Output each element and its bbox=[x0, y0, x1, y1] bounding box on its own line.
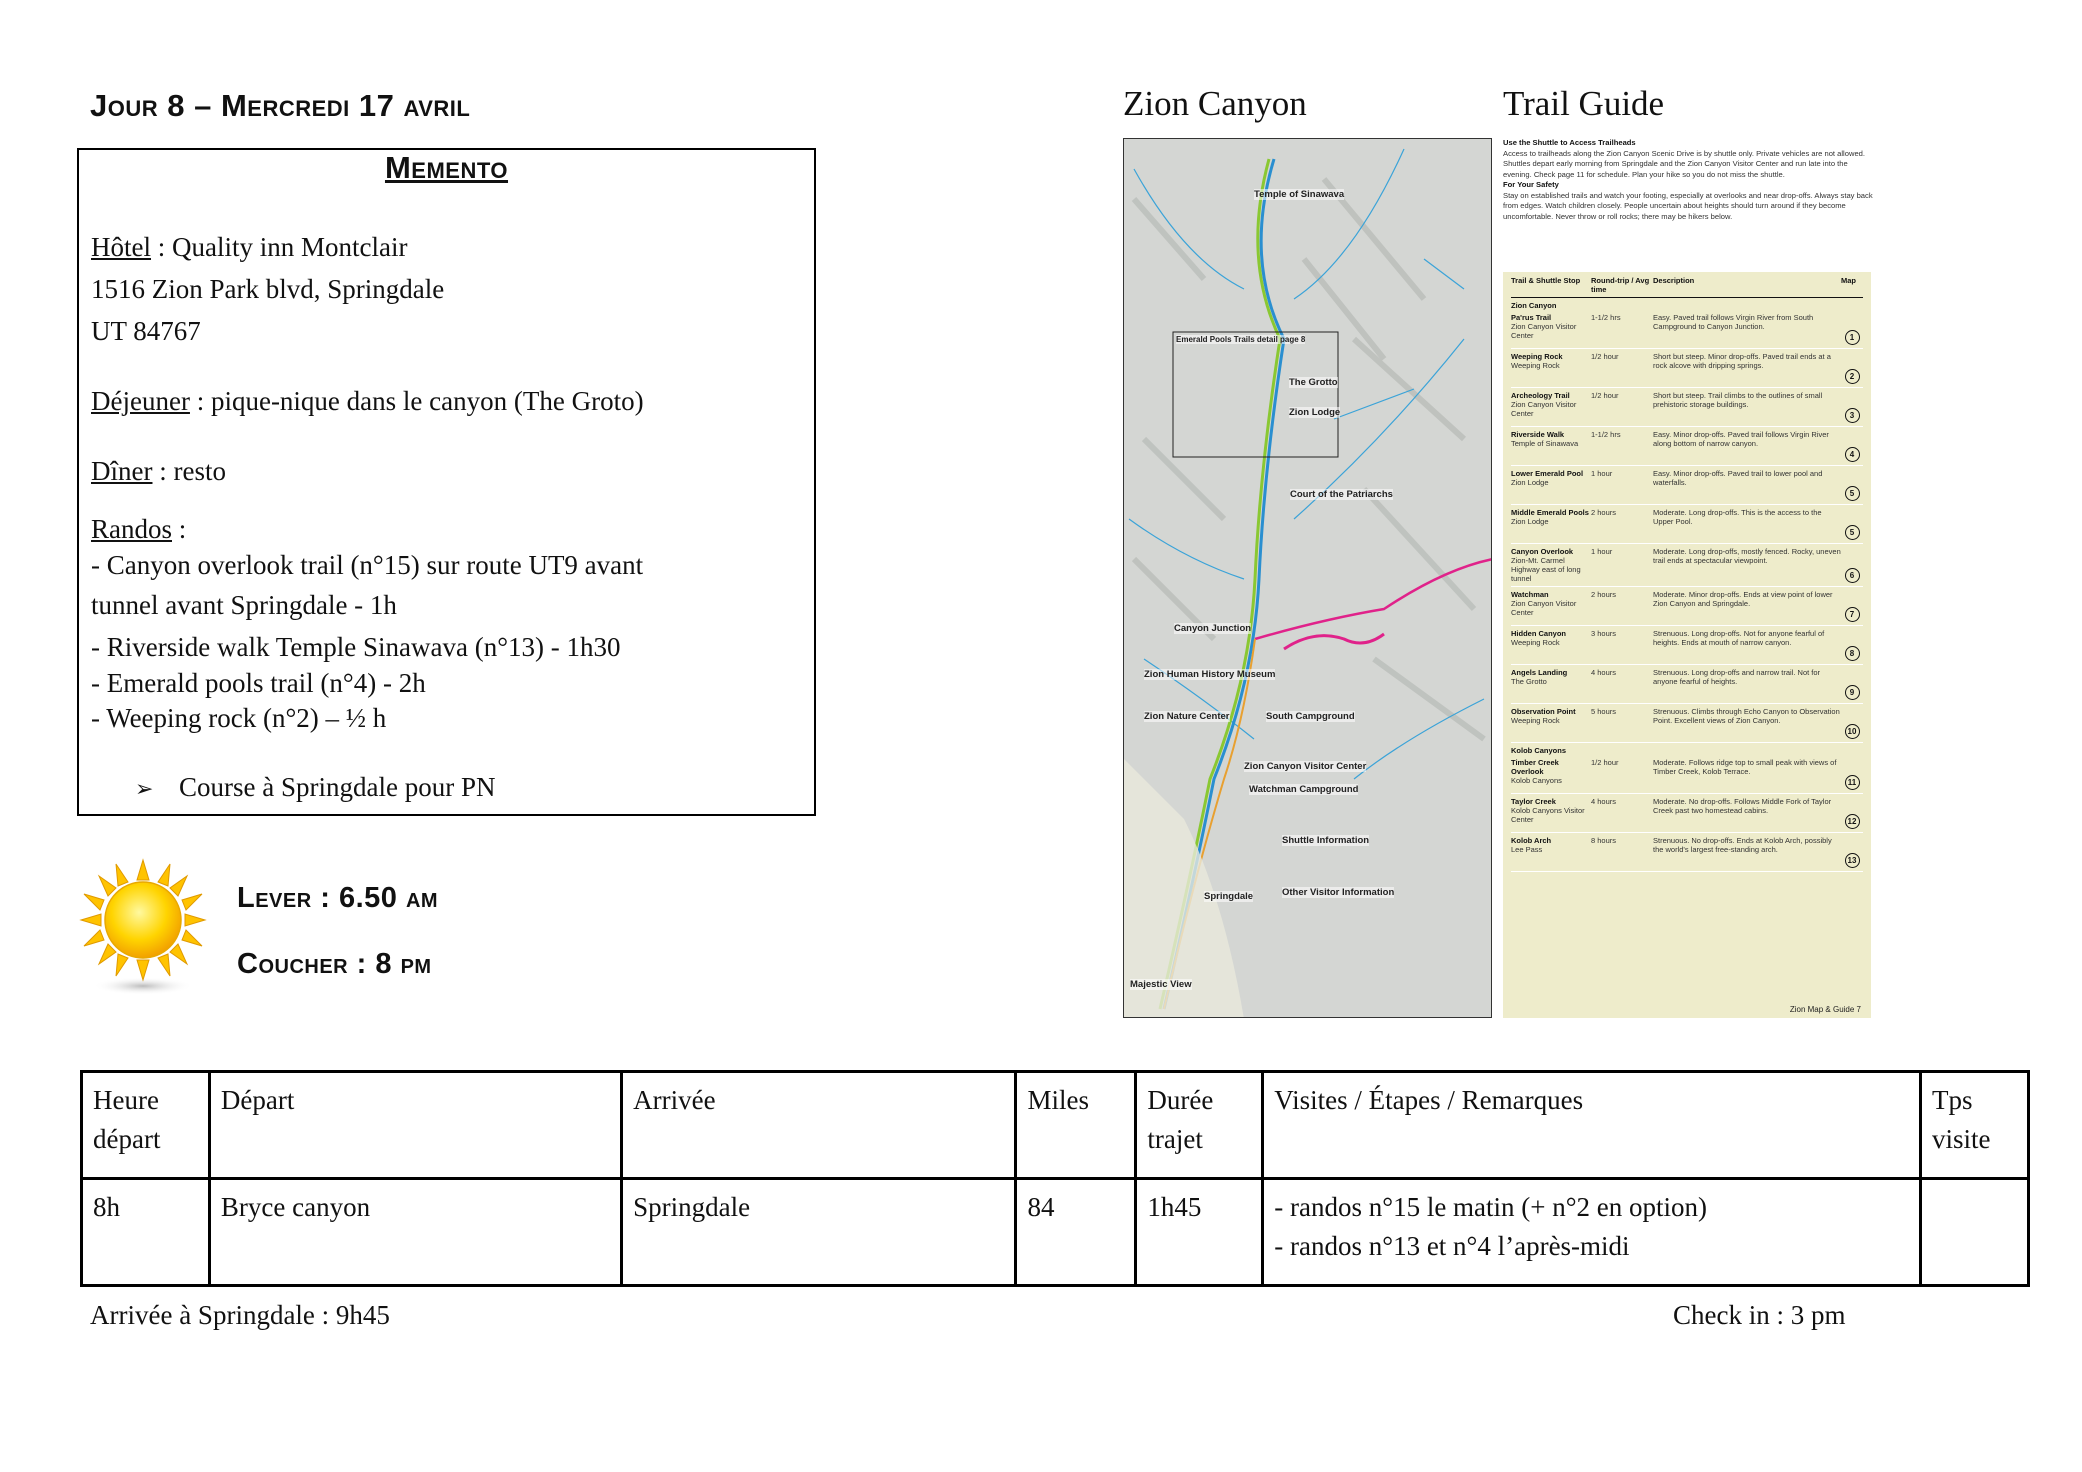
trail-row bbox=[1511, 544, 1863, 587]
trail-name-cell bbox=[1511, 352, 1591, 384]
trail-stop: Zion-Mt. Carmel Highway east of long tunnel bbox=[1511, 556, 1581, 583]
trail-name: Observation Point bbox=[1511, 707, 1576, 716]
trail-stop: Zion Canyon Visitor Center bbox=[1511, 322, 1577, 340]
trail-guide bbox=[1503, 138, 1875, 1018]
map-label: Zion Lodge bbox=[1289, 407, 1341, 418]
trail-stop: The Grotto bbox=[1511, 677, 1547, 686]
trail-name-cell bbox=[1511, 629, 1591, 661]
lunch-label: Déjeuner bbox=[91, 386, 190, 416]
trail-row bbox=[1511, 466, 1863, 505]
header-remarques: Visites / Étapes / Remarques bbox=[1263, 1072, 1921, 1179]
trail-guide-intro bbox=[1503, 138, 1875, 222]
trail-time: 8 hours bbox=[1591, 836, 1617, 845]
trail-table-header bbox=[1511, 276, 1863, 298]
memento-box bbox=[77, 148, 816, 816]
trail-name: Riverside Walk bbox=[1511, 430, 1565, 439]
trail-description: Moderate. Long drop-offs. This is the access to the Upper Pool. bbox=[1653, 508, 1822, 526]
header-arrivee: Arrivée bbox=[622, 1072, 1016, 1179]
checkin-note: Check in : 3 pm bbox=[1673, 1300, 1846, 1330]
cell-depart: Bryce canyon bbox=[209, 1179, 621, 1286]
map-location bbox=[1841, 469, 1863, 501]
map-number-badge: 1 bbox=[1845, 330, 1860, 345]
trail-description: Strenuous. Climbs through Echo Canyon to Observation Point. Excellent views of Zion Canyon. bbox=[1653, 707, 1840, 725]
trail-name: Lower Emerald Pool bbox=[1511, 469, 1584, 478]
map-number-badge: 2 bbox=[1845, 369, 1860, 384]
trail-stop: Weeping Rock bbox=[1511, 638, 1560, 647]
cell-heure: 8h bbox=[82, 1179, 210, 1286]
hike-item: tunnel avant Springdale - 1h bbox=[91, 590, 397, 620]
map-label: The Grotto bbox=[1289, 377, 1338, 388]
header-duree: Durée trajet bbox=[1136, 1072, 1263, 1179]
trail-name: Angels Landing bbox=[1511, 668, 1568, 677]
trail-name-cell bbox=[1511, 707, 1591, 739]
trail-name-cell bbox=[1511, 590, 1591, 622]
column-header: Trail & Shuttle Stop bbox=[1511, 276, 1581, 285]
map-label: Court of the Patriarchs bbox=[1290, 489, 1393, 500]
map-location bbox=[1841, 391, 1863, 423]
trail-stop: Zion Canyon Visitor Center bbox=[1511, 400, 1577, 418]
trail-name-cell bbox=[1511, 758, 1591, 790]
trail-row bbox=[1511, 626, 1863, 665]
map-label: Zion Canyon Visitor Center bbox=[1244, 761, 1367, 772]
trail-guide-title: Trail Guide bbox=[1503, 84, 1665, 123]
map-label: Other Visitor Information bbox=[1282, 887, 1395, 898]
trail-stop: Weeping Rock bbox=[1511, 361, 1560, 370]
map-number-badge: 7 bbox=[1845, 607, 1860, 622]
sun-icon bbox=[78, 858, 208, 998]
trail-row bbox=[1511, 587, 1863, 626]
trail-row bbox=[1511, 349, 1863, 388]
map-number-badge: 9 bbox=[1845, 685, 1860, 700]
trail-row bbox=[1511, 427, 1863, 466]
trail-name-cell bbox=[1511, 836, 1591, 868]
hike-item: - Weeping rock (n°2) – ½ h bbox=[91, 703, 387, 733]
trail-description: Strenuous. No drop-offs. Ends at Kolob Arch, possibly the world's largest free-standing arch. bbox=[1653, 836, 1832, 854]
trail-name-cell bbox=[1511, 469, 1591, 501]
cell-miles: 84 bbox=[1016, 1179, 1136, 1286]
map-location bbox=[1841, 758, 1863, 790]
trail-time: 1 hour bbox=[1591, 469, 1613, 478]
arrival-note: Arrivée à Springdale : 9h45 bbox=[90, 1300, 390, 1330]
trail-time: 1/2 hour bbox=[1591, 391, 1619, 400]
trail-name-cell bbox=[1511, 391, 1591, 423]
memento-title: Memento bbox=[384, 150, 509, 185]
map-label: Shuttle Information bbox=[1282, 835, 1370, 846]
trail-name: Taylor Creek bbox=[1511, 797, 1556, 806]
trail-name-cell bbox=[1511, 668, 1591, 700]
trail-stop: Kolob Canyons bbox=[1511, 776, 1562, 785]
trail-description: Strenuous. Long drop-offs. Not for anyone fearful of heights. Ends at mouth of narrow canyon. bbox=[1653, 629, 1825, 647]
hotel-value: : Quality inn Montclair bbox=[151, 232, 408, 262]
hikes-suffix: : bbox=[172, 514, 187, 544]
trail-description: Short but steep. Minor drop-offs. Paved trail ends at a rock alcove with dripping springs. bbox=[1653, 352, 1831, 370]
column-header: Description bbox=[1653, 276, 1695, 285]
sunset-time: Coucher : 8 pm bbox=[237, 948, 432, 980]
zion-canyon-map bbox=[1123, 138, 1492, 1018]
safety-text: Stay on established trails and watch your footing, especially at overlooks and near drop-offs. Always stay back from edges. Watch children closely. People uncertain about heights should turn around if they become uncomfortable. Never throw or roll rocks; there may be hikers below. bbox=[1503, 190, 1873, 221]
trail-name: Archeology Trail bbox=[1511, 391, 1570, 400]
map-location bbox=[1841, 836, 1863, 868]
cell-remarques bbox=[1263, 1179, 1921, 1286]
map-location bbox=[1841, 590, 1863, 622]
map-number-badge: 5 bbox=[1845, 525, 1860, 540]
trail-name-cell bbox=[1511, 430, 1591, 462]
remark-line: - randos n°15 le matin (+ n°2 en option) bbox=[1274, 1192, 1708, 1222]
remark-line: - randos n°13 et n°4 l’après-midi bbox=[1274, 1231, 1630, 1261]
day-title: Jour 8 – Mercredi 17 avril bbox=[90, 88, 471, 123]
map-number-badge: 3 bbox=[1845, 408, 1860, 423]
trail-row bbox=[1511, 755, 1863, 794]
trail-stop: Temple of Sinawava bbox=[1511, 439, 1579, 448]
map-number-badge: 12 bbox=[1845, 814, 1860, 829]
cell-arrivee: Springdale bbox=[622, 1179, 1016, 1286]
trail-time: 1-1/2 hrs bbox=[1591, 430, 1621, 439]
trail-row bbox=[1511, 505, 1863, 544]
arrow-bullet-icon: ➢ bbox=[135, 777, 154, 802]
trail-row bbox=[1511, 704, 1863, 743]
shuttle-heading: Use the Shuttle to Access Trailheads bbox=[1503, 138, 1636, 147]
map-number-badge: 11 bbox=[1845, 775, 1860, 790]
schedule-table bbox=[80, 1070, 2030, 1287]
dinner-label: Dîner bbox=[91, 456, 153, 486]
cell-tps-visite bbox=[1921, 1179, 2029, 1286]
map-label: Zion Nature Center bbox=[1144, 711, 1230, 722]
address-line-1: 1516 Zion Park blvd, Springdale bbox=[91, 274, 445, 304]
map-label: Zion Human History Museum bbox=[1144, 669, 1276, 680]
map-location bbox=[1841, 352, 1863, 384]
trail-description: Short but steep. Trail climbs to the outlines of small prehistoric storage buildings. bbox=[1653, 391, 1823, 409]
map-location bbox=[1841, 797, 1863, 829]
trail-description: Easy. Minor drop-offs. Paved trail to lower pool and waterfalls. bbox=[1653, 469, 1823, 487]
trail-row bbox=[1511, 794, 1863, 833]
map-label: Springdale bbox=[1204, 891, 1254, 902]
trail-time: 4 hours bbox=[1591, 797, 1617, 806]
map-location bbox=[1841, 629, 1863, 661]
trail-time: 5 hours bbox=[1591, 707, 1617, 716]
map-number-badge: 6 bbox=[1845, 568, 1860, 583]
lunch-line bbox=[91, 386, 644, 417]
map-label: Watchman Campground bbox=[1249, 784, 1359, 795]
hike-item: - Canyon overlook trail (n°15) sur route UT9 avant bbox=[91, 550, 644, 580]
guide-page-footer: Zion Map & Guide 7 bbox=[1789, 1005, 1861, 1014]
map-location bbox=[1841, 668, 1863, 700]
map-number-badge: 5 bbox=[1845, 486, 1860, 501]
hikes-heading bbox=[91, 514, 186, 545]
inset-label: Emerald Pools Trails detail page 8 bbox=[1176, 335, 1306, 344]
trail-stop: Zion Lodge bbox=[1511, 478, 1549, 487]
map-number-badge: 8 bbox=[1845, 646, 1860, 661]
map-label: Majestic View bbox=[1130, 979, 1192, 990]
trail-time: 4 hours bbox=[1591, 668, 1617, 677]
map-location bbox=[1841, 430, 1863, 462]
trail-time: 2 hours bbox=[1591, 590, 1617, 599]
map-number-badge: 13 bbox=[1845, 853, 1860, 868]
trail-time: 1-1/2 hrs bbox=[1591, 313, 1621, 322]
sunrise-time: Lever : 6.50 am bbox=[237, 882, 439, 914]
shuttle-text: Access to trailheads along the Zion Canyon Scenic Drive is by shuttle only. Private vehicles are not allowed. Shuttles depart early morning from Springdale and the Zion Canyon Visitor Center and run late into the evening. Check page 11 for schedule. Plan your hike so you do not miss the shuttle. bbox=[1503, 148, 1866, 179]
map-title: Zion Canyon bbox=[1123, 84, 1307, 123]
trail-name-cell bbox=[1511, 797, 1591, 829]
trail-stop: Kolob Canyons Visitor Center bbox=[1511, 806, 1585, 824]
trail-name-cell bbox=[1511, 547, 1591, 583]
trail-description: Moderate. Follows ridge top to small peak with views of Timber Creek, Kolob Terrace. bbox=[1653, 758, 1837, 776]
hotel-line bbox=[91, 232, 407, 263]
trail-time: 3 hours bbox=[1591, 629, 1617, 638]
map-label: South Campground bbox=[1266, 711, 1355, 722]
section-kolob-canyons: Kolob Canyons bbox=[1511, 746, 1567, 755]
trail-stop: Weeping Rock bbox=[1511, 716, 1560, 725]
map-location bbox=[1841, 547, 1863, 583]
address-line-2: UT 84767 bbox=[91, 316, 201, 346]
trail-name: Canyon Overlook bbox=[1511, 547, 1574, 556]
trail-stop: Zion Lodge bbox=[1511, 517, 1549, 526]
header-depart: Départ bbox=[209, 1072, 621, 1179]
map-location bbox=[1841, 508, 1863, 540]
schedule-row bbox=[82, 1179, 2029, 1286]
hike-item: - Emerald pools trail (n°4) - 2h bbox=[91, 668, 426, 698]
trail-time: 1/2 hour bbox=[1591, 352, 1619, 361]
trail-name: Hidden Canyon bbox=[1511, 629, 1567, 638]
trail-name: Weeping Rock bbox=[1511, 352, 1563, 361]
trail-time: 1/2 hour bbox=[1591, 758, 1619, 767]
map-location bbox=[1841, 313, 1863, 345]
lunch-value: : pique-nique dans le canyon (The Groto) bbox=[189, 386, 644, 416]
trail-name: Pa'rus Trail bbox=[1511, 313, 1552, 322]
column-header: Round-trip / Avg time bbox=[1591, 276, 1650, 294]
map-location bbox=[1841, 707, 1863, 739]
trail-description: Moderate. Minor drop-offs. Ends at view point of lower Zion Canyon and Springdale. bbox=[1653, 590, 1833, 608]
trail-name: Timber Creek Overlook bbox=[1511, 758, 1559, 776]
trail-name: Kolob Arch bbox=[1511, 836, 1552, 845]
map-number-badge: 4 bbox=[1845, 447, 1860, 462]
map-number-badge: 10 bbox=[1845, 724, 1860, 739]
header-tps-visite: Tps visite bbox=[1921, 1072, 2029, 1179]
errand-text: Course à Springdale pour PN bbox=[179, 772, 496, 802]
trail-name: Middle Emerald Pools bbox=[1511, 508, 1589, 517]
header-heure-depart: Heure départ bbox=[82, 1072, 210, 1179]
trail-row bbox=[1511, 833, 1863, 872]
trail-stop: Lee Pass bbox=[1511, 845, 1543, 854]
trail-time: 2 hours bbox=[1591, 508, 1617, 517]
trail-description: Moderate. Long drop-offs, mostly fenced. Rocky, uneven trail ends at spectacular viewpoint. bbox=[1653, 547, 1841, 565]
map-label: Canyon Junction bbox=[1174, 623, 1252, 634]
trail-description: Easy. Minor drop-offs. Paved trail follows Virgin River along bottom of narrow canyon. bbox=[1653, 430, 1829, 448]
hotel-label: Hôtel bbox=[91, 232, 151, 262]
column-header: Map bbox=[1841, 276, 1856, 285]
safety-heading: For Your Safety bbox=[1503, 180, 1559, 189]
trail-description: Strenuous. Long drop-offs and narrow trail. Not for anyone fearful of heights. bbox=[1653, 668, 1821, 686]
section-zion-canyon: Zion Canyon bbox=[1511, 301, 1557, 310]
dinner-value: : resto bbox=[152, 456, 226, 486]
cell-duree: 1h45 bbox=[1136, 1179, 1263, 1286]
trail-description: Moderate. No drop-offs. Follows Middle Fork of Taylor Creek past two homestead cabins. bbox=[1653, 797, 1832, 815]
schedule-header-row bbox=[82, 1072, 2029, 1179]
map-label: Temple of Sinawava bbox=[1254, 189, 1345, 200]
trail-name-cell bbox=[1511, 508, 1591, 540]
trail-row bbox=[1511, 310, 1863, 349]
hikes-label: Randos bbox=[91, 514, 172, 544]
trail-description: Easy. Paved trail follows Virgin River from South Campground to Canyon Junction. bbox=[1653, 313, 1814, 331]
errand-bullet bbox=[135, 772, 495, 803]
trail-row bbox=[1511, 388, 1863, 427]
dinner-line bbox=[91, 456, 226, 487]
trail-name: Watchman bbox=[1511, 590, 1549, 599]
hike-item: - Riverside walk Temple Sinawava (n°13) - 1h30 bbox=[91, 632, 621, 662]
trail-table bbox=[1503, 272, 1871, 1018]
trail-time: 1 hour bbox=[1591, 547, 1613, 556]
trail-name-cell bbox=[1511, 313, 1591, 345]
header-miles: Miles bbox=[1016, 1072, 1136, 1179]
trail-stop: Zion Canyon Visitor Center bbox=[1511, 599, 1577, 617]
trail-row bbox=[1511, 665, 1863, 704]
